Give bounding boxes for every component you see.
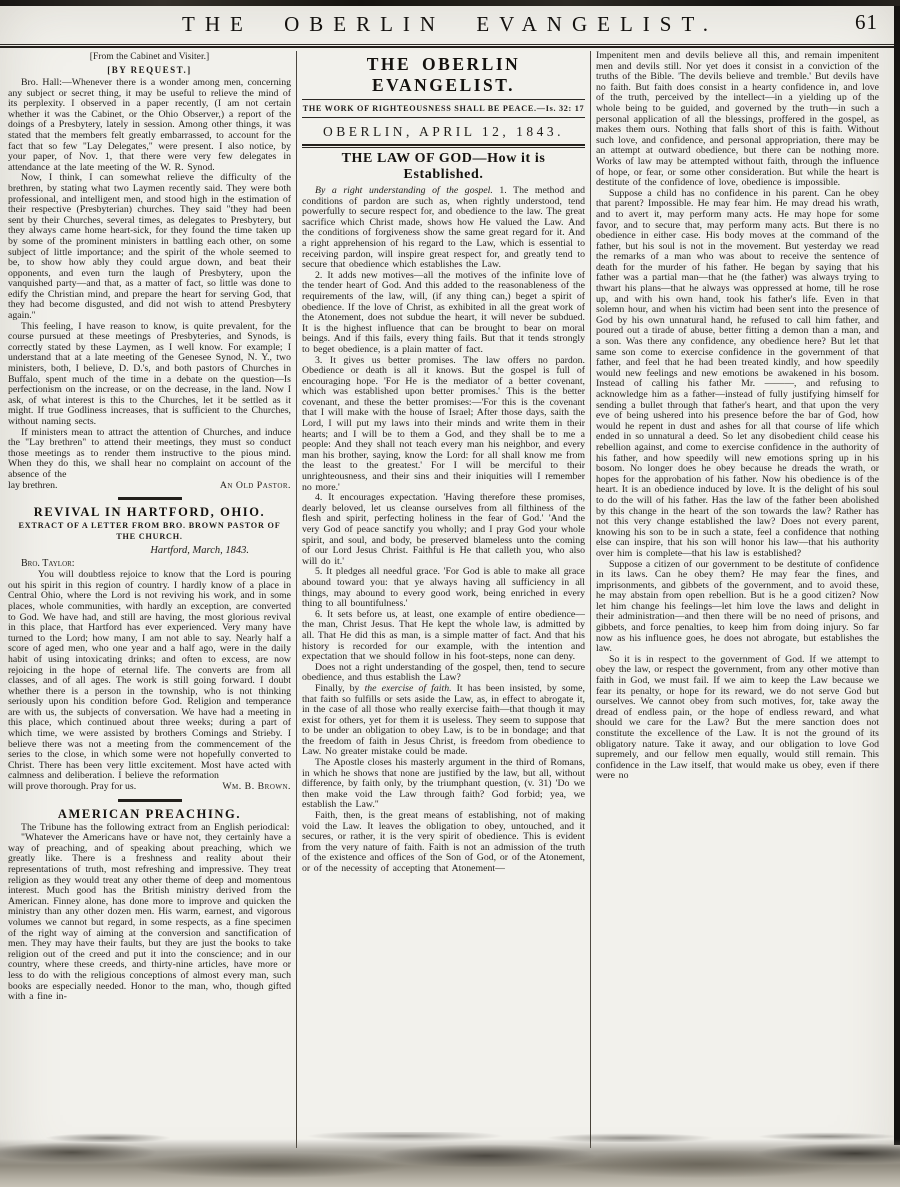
section-divider (118, 497, 182, 500)
right-edge-band (894, 6, 900, 1145)
last-line-text: lay brethren. (8, 479, 58, 491)
article-paragraph: Impenitent men and devils believe all this, and remain impenitent men and devils still. Nor yet does it consist in a conviction of the truths of the Bible. 'The devils believe and tremble.' But devils have no faith. But faith does consist in a hearty confidence in, and love of the truth, perceived by the intellect—in a yielding up of the whole being to be guided, and governed by the truth—in such a personal application of all the blessings, proffered in the gospel, as makes them ours. Nothing that falls short of this is faith. Without such love, and confidence, and personal appropriation, there may be an attempt at outward obedience, but there can be nothing more. Works of law may be attempted without faith, through the influence of hope, or fear, or some other consideration. But while the heart is destitute of the confidence of love, obedience is impossible. (596, 51, 879, 189)
american-preaching-paragraph: "Whatever the Americans have or have not, they certainly have a way of preaching, and of speaking about preaching, which we greatly like. There is a freshness and reality about their representations of truth, most refreshing and impressive. They treat religion as they would treat any other theme of deep and momentous interest. Much good has the British ministry derived from the American. Finney alone, has done more to improve and quicken the ministry than any other dozen men. His warm, earnest, and vigorous volumes we cannot but regard, in some respects, as a fine specimen of the right way of aiming at the conversion and sanctification of men. They may have their faults, but they are just the books to take religion out of the creed and put it into the conscience; and in our country, where these creeds, and thirty-nine articles, have more or less to do with the religious conceptions of almost every man, such books are especially needed. Honor to the man, who, though gifted with a fine in- (8, 832, 291, 1003)
page-number: 61 (855, 10, 878, 34)
article-paragraph: Suppose a child has no confidence in his parent. Can he obey that parent? Impossible. He may fear him. He may dread his wrath, and to avert it, may perform many acts. He may hope for some favor, and to secure that, may perform many acts. But there is no obedience in either case. His body moves at the command of the father, but his soul is not in the movement. But yesterday we read the remarks of a man who was about to receive the sentence of death for the murder of his father. He began by saying that his father was a partial man—that he (the father) was always trying to thwart his plans—that he always was oppressed at home, till he rose up, and with his own hand, took his father's life. Even in that solemn hour, and when his victim had been sent into the presence of God by his own unnatural hand, he refused to call him father, and poured out a tirade of abuse, better fitting a demon than a man, and a son. Was there any confidence, any obedience here? But let that same son come to exercise confidence in the government of that father, and feel that he had been treated kindly, and how speedily would new feelings and new emotions be awakened in his bosom. Instead of calling his father Mr. ———, and refusing to acknowledge him as a father—instead of fully justifying himself for sending a bullet through that father's heart, and that upon the very eve of being ushered into his presence before the bar of God, how would he repent in dust and ashes for all that course of life which ended in so unnatural a deed. So let any disobedient child cease his rebellion against, and come to exercise confidence in the authority of his father, and how speedily will new emotions spring up in his bosom. No longer does he obey because he dreads the wrath, or hopes for the approbation of his father. Now his obedience is of the heart. It is an obedience induced by love. It is the delight of his soul to do the will of his father. Has the law of the father been abolished by this change in the heart of the son towards the law? Rather has not this very change established the law? Does not every parent, knowing his son to be in such a state, feel a confidence that nothing else can inspire, that his son will honor his law—that his authority over him is complete—that his law is established? (596, 187, 879, 559)
article-paragraph: The Apostle closes his masterly argument in the third of Romans, in which he shows that none are justified by the law, but all, without difference, by faith only, by the triumphant question, (v. 31) 'Do we then make void the Law through faith? God forbid; yea, we establish the Law." (302, 757, 585, 811)
article-paragraph: Does not a right understanding of the gospel, then, tend to secure obedience, and thus establish the Law? (302, 661, 585, 684)
article-paragraph: 4. It encourages expectation. 'Having therefore these promises, dearly beloved, let us cleanse ourselves from all filthiness of the flesh and spirit, perfecting holiness in the fear of God.' 'And the very God of peace sanctify you wholly; and I pray God your whole spirit, and soul, and body, be preserved blameless unto the coming of our Lord Jesus Christ. Faithful is He that calleth you, who also will do it.' (302, 492, 585, 567)
letter-paragraph: Now, I think, I can somewhat relieve the difficulty of the brethren, by stating what two Laymen recently said. They were both professional, and intelligent men, and stood high in the estimation of their respective (Presbyterian) churches. They said "they had been sent by their Churches, several times, as delegates to Presbytery, but they always came home heart-sick, for they found the time taken up by some of the prominent ministers in battling each other, on some subject of little importance; and the spirit of the whole seemed to be, to show how ably they could argue down, and beat their opponents, and even turn the laugh of Presbytery, upon the vanquished party—and that, as a matter of fact, so little was done to edify the Christian mind, and prepare the heart for serving God, that they had become disgusted, and did not wish to attend Presbytery again." (8, 172, 291, 322)
revival-subheading: EXTRACT OF A LETTER FROM BRO. BROWN PASTOR OF THE CHURCH. (18, 521, 281, 541)
column-1 (8, 51, 291, 1148)
column-2 (302, 51, 585, 1148)
american-preaching-intro: The Tribune has the following extract from an English periodical: (21, 821, 290, 833)
masthead-double-rule (302, 144, 585, 148)
content-columns (0, 48, 900, 1148)
masthead-rule (302, 117, 585, 118)
letter-paragraph: If ministers mean to attract the attention of Churches, and induce the "Lay brethren" to attend their meetings, they must so conduct those meetings as to render them instructive to the pious mind. When they do this, we shall hear no complaint on account of the absence of the (8, 426, 291, 480)
author-signature: Wm. B. Brown. (222, 781, 291, 793)
revival-heading: REVIVAL IN HARTFORD, OHIO. (33, 505, 266, 520)
letter-paragraph: This feeling, I have reason to know, is quite prevalent, for the course pursued at these meetings of Presbyteries, and Synods, is correctly stated by these Laymen, as I well know. For example; I understand that at a late meeting of the Genesee Synod, N. Y., two ministers, both, I believe, D. D.'s, and both pastors of Churches in Buffalo, spent much of the time in a debate on the question—Is perfectionism on the increase, or on the decrease, in the land. Now I ask, of what interest is this to the Churches, let it be settled as it might. If true Godliness increases, that is sufficient to the Churches, without naming sects. (8, 320, 291, 427)
column-rule (296, 51, 297, 1148)
issue-dateline: OBERLIN, APRIL 12, 1843. (322, 124, 564, 139)
source-credit: [From the Cabinet and Visiter.] (89, 51, 210, 62)
running-title: THE OBERLIN EVANGELIST. (182, 12, 718, 36)
article-paragraph: Faith, then, is the great means of establishing, not of making void the Law. It leaves the obligation to obey, untouched, and it secures, or rather, it is the very spirit of obedience. This is evident from the very nature of faith. Faith is not an admission of the truth of the existence and offices of the Son of God, or of the Atonement, or of the necessity of accepting that Atonement— (302, 810, 585, 874)
paragraph-text: Finally, by (315, 682, 360, 694)
masthead-rule (302, 99, 585, 100)
column-rule (590, 51, 591, 1148)
last-line-text: will prove thorough. Pray for us. (8, 781, 137, 793)
page-header (0, 0, 900, 40)
article-paragraph: Suppose a citizen of our government to be destitute of confidence in its laws. Can he obey them? He may fear the fines, and imprisonments, and gibbets of the government, and to avoid these, he may abstain from open rebellion. But is he a good citizen? Now let him change his feelings—let him love the laws and delight in their administration—and then there will be no need of prisons, and gibbets, and force penalties, to keep him from doing injury. So far now as his influence goes, he does not abrogate, but establishes the law. (596, 558, 879, 655)
by-request-line: [BY REQUEST.] (107, 65, 192, 75)
article-paragraph (302, 186, 585, 271)
author-signature: An Old Pastor. (219, 479, 291, 491)
revival-paragraph: You will doubtless rejoice to know that the Lord is pouring out his spirit in this region of country. I hardly know of a place in Central Ohio, where the Lord is not reviving his work, and in some places, whole communities, with hardly an exception, are converted to God. We have had, and still are having, the most glorious revival in this place, that Hartford has ever experienced. Very many have turned to the Lord; how many, I am not able to say. Nearly half a score of aged men, who one year and a half ago, were in the daily habit of using intoxicating drinks; and often to excess, are now rejoicing in the hope of eternal life. The converts are from all classes, and of all ages. The work is still going forward. I doubt whether there is a person in the township, who is not thinking seriously upon his condition before God. Religion and temperance are with us, the subjects of conversation. We have had a meeting in this place, which continued about three weeks; during a part of which time, we were assisted by brothers Comings and Strieby. I believe there was not a meeting from the commencement of the series to the close, in which some were not hopefully converted to Christ. There has been very little excitement. Most have acted with calmness and deliberation. I believe the reformation (8, 569, 291, 782)
article-headline: THE LAW OF GOD—How it is Established. (341, 151, 546, 182)
article-paragraph: 2. It adds new motives—all the motives of the infinite love of the tender heart of God. And this added to the reasonableness of the requirements of the law, will, (if any thing can,) beget a spirit of obedience. If the love of Christ, as exhibited in all the great work of the Atonement, does not subdue the heart, it will never be subdued. It is the highest influence that can be brought to bear on moral beings. And if this fails, every thing fails. But that it tends strongly to beget obedience, is a plain matter of fact. (302, 269, 585, 355)
torn-bottom-edge (0, 1139, 900, 1187)
italic-phrase: the exercise of faith. (364, 682, 452, 694)
masthead-motto: THE WORK OF RIGHTEOUSNESS SHALL BE PEACE.—Is. 32: 17 (302, 104, 585, 113)
signature-line (8, 782, 291, 793)
section-divider (118, 799, 182, 802)
lead-italic-phrase: By a right understanding of the gospel. (315, 185, 493, 196)
article-paragraph (302, 684, 585, 758)
revival-dateline: Hartford, March, 1843. (150, 545, 249, 557)
paragraph-text: It has been insisted, by some, that faith so fulfills or sets aside the Law, as, in effect to abrogate it, in the case of all those who really exercise faith—that though it may exist for others, yet for them it is useless. They seem to suppose that to be under an obligation to obey Law, is to be in bondage; and that the freedom of faith in Jesus Christ, is freedom from obedience to Law. No greater mistake could be made. (302, 682, 585, 758)
article-paragraph: So it is in respect to the government of God. If we attempt to obey the law, or respect the government, from any other motive than faith in God, we must fail. If we aim to keep the Law because we fear its penalty, or hope for its reward, we do not serve God but ourselves. We cannot obey from such motives, for, take away the dread of endless pain, or the hope of endless reward, and what should we care for the Law? But the mere sanction does not constitute the excellence of the Law. It is not the ground of its obligatory nature. Take it away, and our obligation to love God supremely, and our fellow men equally, would still remain. This confidence in the Law itself, that would make us obey, even if there were no (596, 653, 879, 782)
paper-masthead-title: THE OBERLIN EVANGELIST. (366, 54, 521, 95)
letter-paragraph: Bro. Hall:—Whenever there is a wonder among men, concerning any subject or secret thing, it may be useful to relieve the mind of its perplexity. I observed in a paper recently, (I am not certain whether it was the Cabinet, or the Ohio Observer,) a report of the doings of a Presbytery, lately in session. Among other things, it was stated that the members felt greatly embarrassed, to account for the fact that so few "Lay Delegates," were present. I also notice, by your paper, of Nov. 1, that there were very few delegates in attendance at the late meeting of the W. R. Synod. (8, 77, 291, 173)
revival-salutation: Bro. Taylor: (21, 558, 75, 570)
article-paragraph: 5. It pledges all needful grace. 'For God is able to make all grace abound toward you: that ye always having all sufficiency in all things, may abound to every good work, being enriched in every thing to all bountifulness.' (302, 566, 585, 610)
column-3 (596, 51, 879, 1148)
signature-line (8, 481, 291, 492)
article-paragraph: 3. It gives us better promises. The law offers no pardon. Obedience or death is all it knows. But the gospel is full of encouraging hope. 'For He is the mediator of a better covenant, which was established upon better promises.' This is the better covenant, and these the better promises:—'For this is the covenant that I will make with the house of Israel; After those days, saith the Lord, I will put my laws into their minds and write them in their hearts; and I will be to them a God, and they shall be to me a people: And they shall not teach every man his neighbor, and every man his brother, saying, know the Lord: for all shall know me from the least to the greatest.' For I will be merciful to their unrighteousness, and their sins and their iniquities will I remember no more.' (302, 354, 585, 493)
american-preaching-heading: AMERICAN PREACHING. (57, 806, 242, 821)
article-paragraph: 6. It sets before us, at least, one example of entire obedience—the man, Christ Jesus. That He kept the whole law, is admitted by all. That He did this as man, is a simple matter of fact. And that his history is recorded for our example, with the intention and expectation that we should follow in his foot-steps, none can deny. (302, 608, 585, 663)
paragraph-text: 1. The method and conditions of pardon are such as, when rightly understood, tend powerfully to secure respect for, and obedience to the law. The great sacrifice which Christ made, shows how He valued the Law. And the conditions of forgiveness show the same great regard for it. And a right apprehension of his regard to the Law, which is essential to receiving pardon, will inspire great respect for, and greatly tend to secure that obedience which establishes the Law. (302, 185, 585, 271)
